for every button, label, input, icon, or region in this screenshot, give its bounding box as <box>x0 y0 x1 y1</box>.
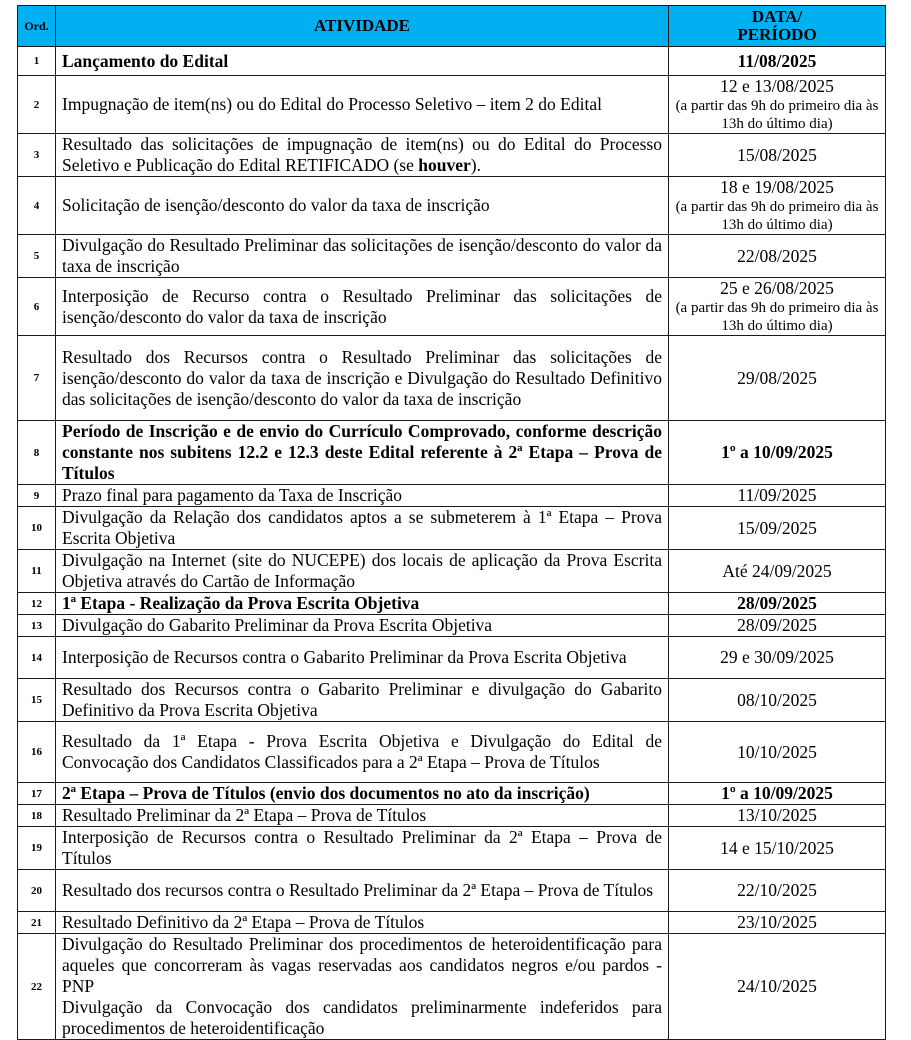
row-date: 11/09/2025 <box>669 485 886 507</box>
table-row <box>18 912 886 934</box>
column-header-date <box>669 6 886 47</box>
table-row <box>18 827 886 870</box>
date-note: (a partir das 9h do primeiro dia às 13h do último dia) <box>675 199 879 233</box>
row-activity: Solicitação de isenção/desconto do valor da taxa de inscrição <box>56 177 669 235</box>
row-activity: Divulgação da Relação dos candidatos aptos a se submeterem à 1ª Etapa – Prova Escrita Objetiva <box>56 507 669 550</box>
row-ord: 11 <box>18 550 56 593</box>
row-activity: 2ª Etapa – Prova de Títulos (envio dos documentos no ato da inscrição) <box>56 783 669 805</box>
row-ord: 1 <box>18 47 56 76</box>
row-activity: Resultado dos Recursos contra o Gabarito Preliminar e divulgação do Gabarito Definitivo da Prova Escrita Objetiva <box>56 679 669 722</box>
date-value: 12 e 13/08/2025 <box>720 76 834 96</box>
table-row <box>18 615 886 637</box>
schedule-table <box>17 5 886 1040</box>
row-ord: 16 <box>18 722 56 783</box>
row-ord: 21 <box>18 912 56 934</box>
row-ord: 7 <box>18 336 56 421</box>
table-row <box>18 336 886 421</box>
row-ord: 17 <box>18 783 56 805</box>
row-activity: Lançamento do Edital <box>56 47 669 76</box>
row-date: 1º a 10/09/2025 <box>669 421 886 485</box>
row-date: 15/09/2025 <box>669 507 886 550</box>
row-date: 08/10/2025 <box>669 679 886 722</box>
row-date: 14 e 15/10/2025 <box>669 827 886 870</box>
row-activity: Resultado dos Recursos contra o Resultado Preliminar das solicitações de isenção/desconto do valor da taxa de inscrição e Divulgação do Resultado Definitivo das solicitações de isenção/desconto do valor da taxa de inscrição <box>56 336 669 421</box>
table-row <box>18 593 886 615</box>
row-ord: 12 <box>18 593 56 615</box>
row-ord: 19 <box>18 827 56 870</box>
row-ord: 9 <box>18 485 56 507</box>
column-header-date-line1: DATA/ <box>751 7 803 26</box>
activity-text: Divulgação do Resultado Preliminar dos procedimentos de heteroidentificação para aqueles que concorreram às vagas reservadas aos candidatos negros e/ou pardos - PNP <box>62 934 662 996</box>
column-header-activity: ATIVIDADE <box>56 6 669 47</box>
row-activity: Resultado dos recursos contra o Resultado Preliminar da 2ª Etapa – Prova de Títulos <box>56 870 669 912</box>
row-activity: Divulgação do Gabarito Preliminar da Prova Escrita Objetiva <box>56 615 669 637</box>
row-date: 28/09/2025 <box>669 593 886 615</box>
table-row <box>18 507 886 550</box>
row-ord: 6 <box>18 278 56 336</box>
row-ord: 13 <box>18 615 56 637</box>
row-date: 29/08/2025 <box>669 336 886 421</box>
row-ord: 20 <box>18 870 56 912</box>
row-date: 22/10/2025 <box>669 870 886 912</box>
table-row <box>18 722 886 783</box>
row-ord: 3 <box>18 134 56 177</box>
row-activity: Interposição de Recursos contra o Resultado Preliminar da 2ª Etapa – Prova de Títulos <box>56 827 669 870</box>
table-row <box>18 47 886 76</box>
row-date: 22/08/2025 <box>669 235 886 278</box>
table-row <box>18 637 886 679</box>
row-date: Até 24/09/2025 <box>669 550 886 593</box>
date-value: 25 e 26/08/2025 <box>720 278 834 298</box>
row-activity: Impugnação de item(ns) ou do Edital do Processo Seletivo – item 2 do Edital <box>56 76 669 134</box>
row-ord: 18 <box>18 805 56 827</box>
table-row <box>18 177 886 235</box>
activity-text: Resultado das solicitações de impugnação de item(ns) ou do Edital do Processo Seletivo e Publicação do Edital RETIFICADO (se <box>62 134 662 175</box>
row-date <box>669 177 886 235</box>
column-header-date-line2: PERÍODO <box>737 25 817 44</box>
row-ord: 2 <box>18 76 56 134</box>
activity-text-secondary: Divulgação da Convocação dos candidatos preliminarmente indeferidos para procedimentos de heteroidentificação <box>62 997 662 1038</box>
row-activity: Divulgação na Internet (site do NUCEPE) dos locais de aplicação da Prova Escrita Objetiva através do Cartão de Informação <box>56 550 669 593</box>
row-activity: Divulgação do Resultado Preliminar das solicitações de isenção/desconto do valor da taxa de inscrição <box>56 235 669 278</box>
row-activity: Interposição de Recurso contra o Resultado Preliminar das solicitações de isenção/desconto do valor da taxa de inscrição <box>56 278 669 336</box>
row-ord: 10 <box>18 507 56 550</box>
activity-tail: ). <box>470 155 481 175</box>
table-row <box>18 278 886 336</box>
table-row <box>18 485 886 507</box>
table-row <box>18 550 886 593</box>
row-activity: Resultado Preliminar da 2ª Etapa – Prova de Títulos <box>56 805 669 827</box>
table-row <box>18 134 886 177</box>
date-note: (a partir das 9h do primeiro dia às 13h do último dia) <box>675 300 879 334</box>
row-date: 29 e 30/09/2025 <box>669 637 886 679</box>
row-activity: 1ª Etapa - Realização da Prova Escrita Objetiva <box>56 593 669 615</box>
row-date: 10/10/2025 <box>669 722 886 783</box>
row-ord: 15 <box>18 679 56 722</box>
row-activity: Período de Inscrição e de envio do Currículo Comprovado, conforme descrição constante nos subitens 12.2 e 12.3 deste Edital referente à 2ª Etapa – Prova de Títulos <box>56 421 669 485</box>
row-activity: Prazo final para pagamento da Taxa de Inscrição <box>56 485 669 507</box>
table-row <box>18 421 886 485</box>
row-activity: Resultado da 1ª Etapa - Prova Escrita Objetiva e Divulgação do Edital de Convocação dos Candidatos Classificados para a 2ª Etapa – Prova de Títulos <box>56 722 669 783</box>
table-row <box>18 805 886 827</box>
activity-emphasis: houver <box>418 155 471 175</box>
table-row <box>18 679 886 722</box>
row-date: 13/10/2025 <box>669 805 886 827</box>
row-date: 28/09/2025 <box>669 615 886 637</box>
row-ord: 22 <box>18 934 56 1040</box>
row-date: 1º a 10/09/2025 <box>669 783 886 805</box>
row-date: 11/08/2025 <box>669 47 886 76</box>
table-row <box>18 870 886 912</box>
row-ord: 14 <box>18 637 56 679</box>
row-date: 15/08/2025 <box>669 134 886 177</box>
row-date <box>669 76 886 134</box>
table-header-row <box>18 6 886 47</box>
row-date <box>669 278 886 336</box>
date-value: 18 e 19/08/2025 <box>720 177 834 197</box>
row-ord: 8 <box>18 421 56 485</box>
table-row <box>18 783 886 805</box>
table-row <box>18 76 886 134</box>
row-date: 24/10/2025 <box>669 934 886 1040</box>
row-ord: 5 <box>18 235 56 278</box>
row-date: 23/10/2025 <box>669 912 886 934</box>
column-header-ord: Ord. <box>18 6 56 47</box>
table-row <box>18 235 886 278</box>
date-note: (a partir das 9h do primeiro dia às 13h do último dia) <box>675 98 879 132</box>
row-activity <box>56 134 669 177</box>
row-activity: Resultado Definitivo da 2ª Etapa – Prova de Títulos <box>56 912 669 934</box>
row-activity: Interposição de Recursos contra o Gabarito Preliminar da Prova Escrita Objetiva <box>56 637 669 679</box>
row-ord: 4 <box>18 177 56 235</box>
